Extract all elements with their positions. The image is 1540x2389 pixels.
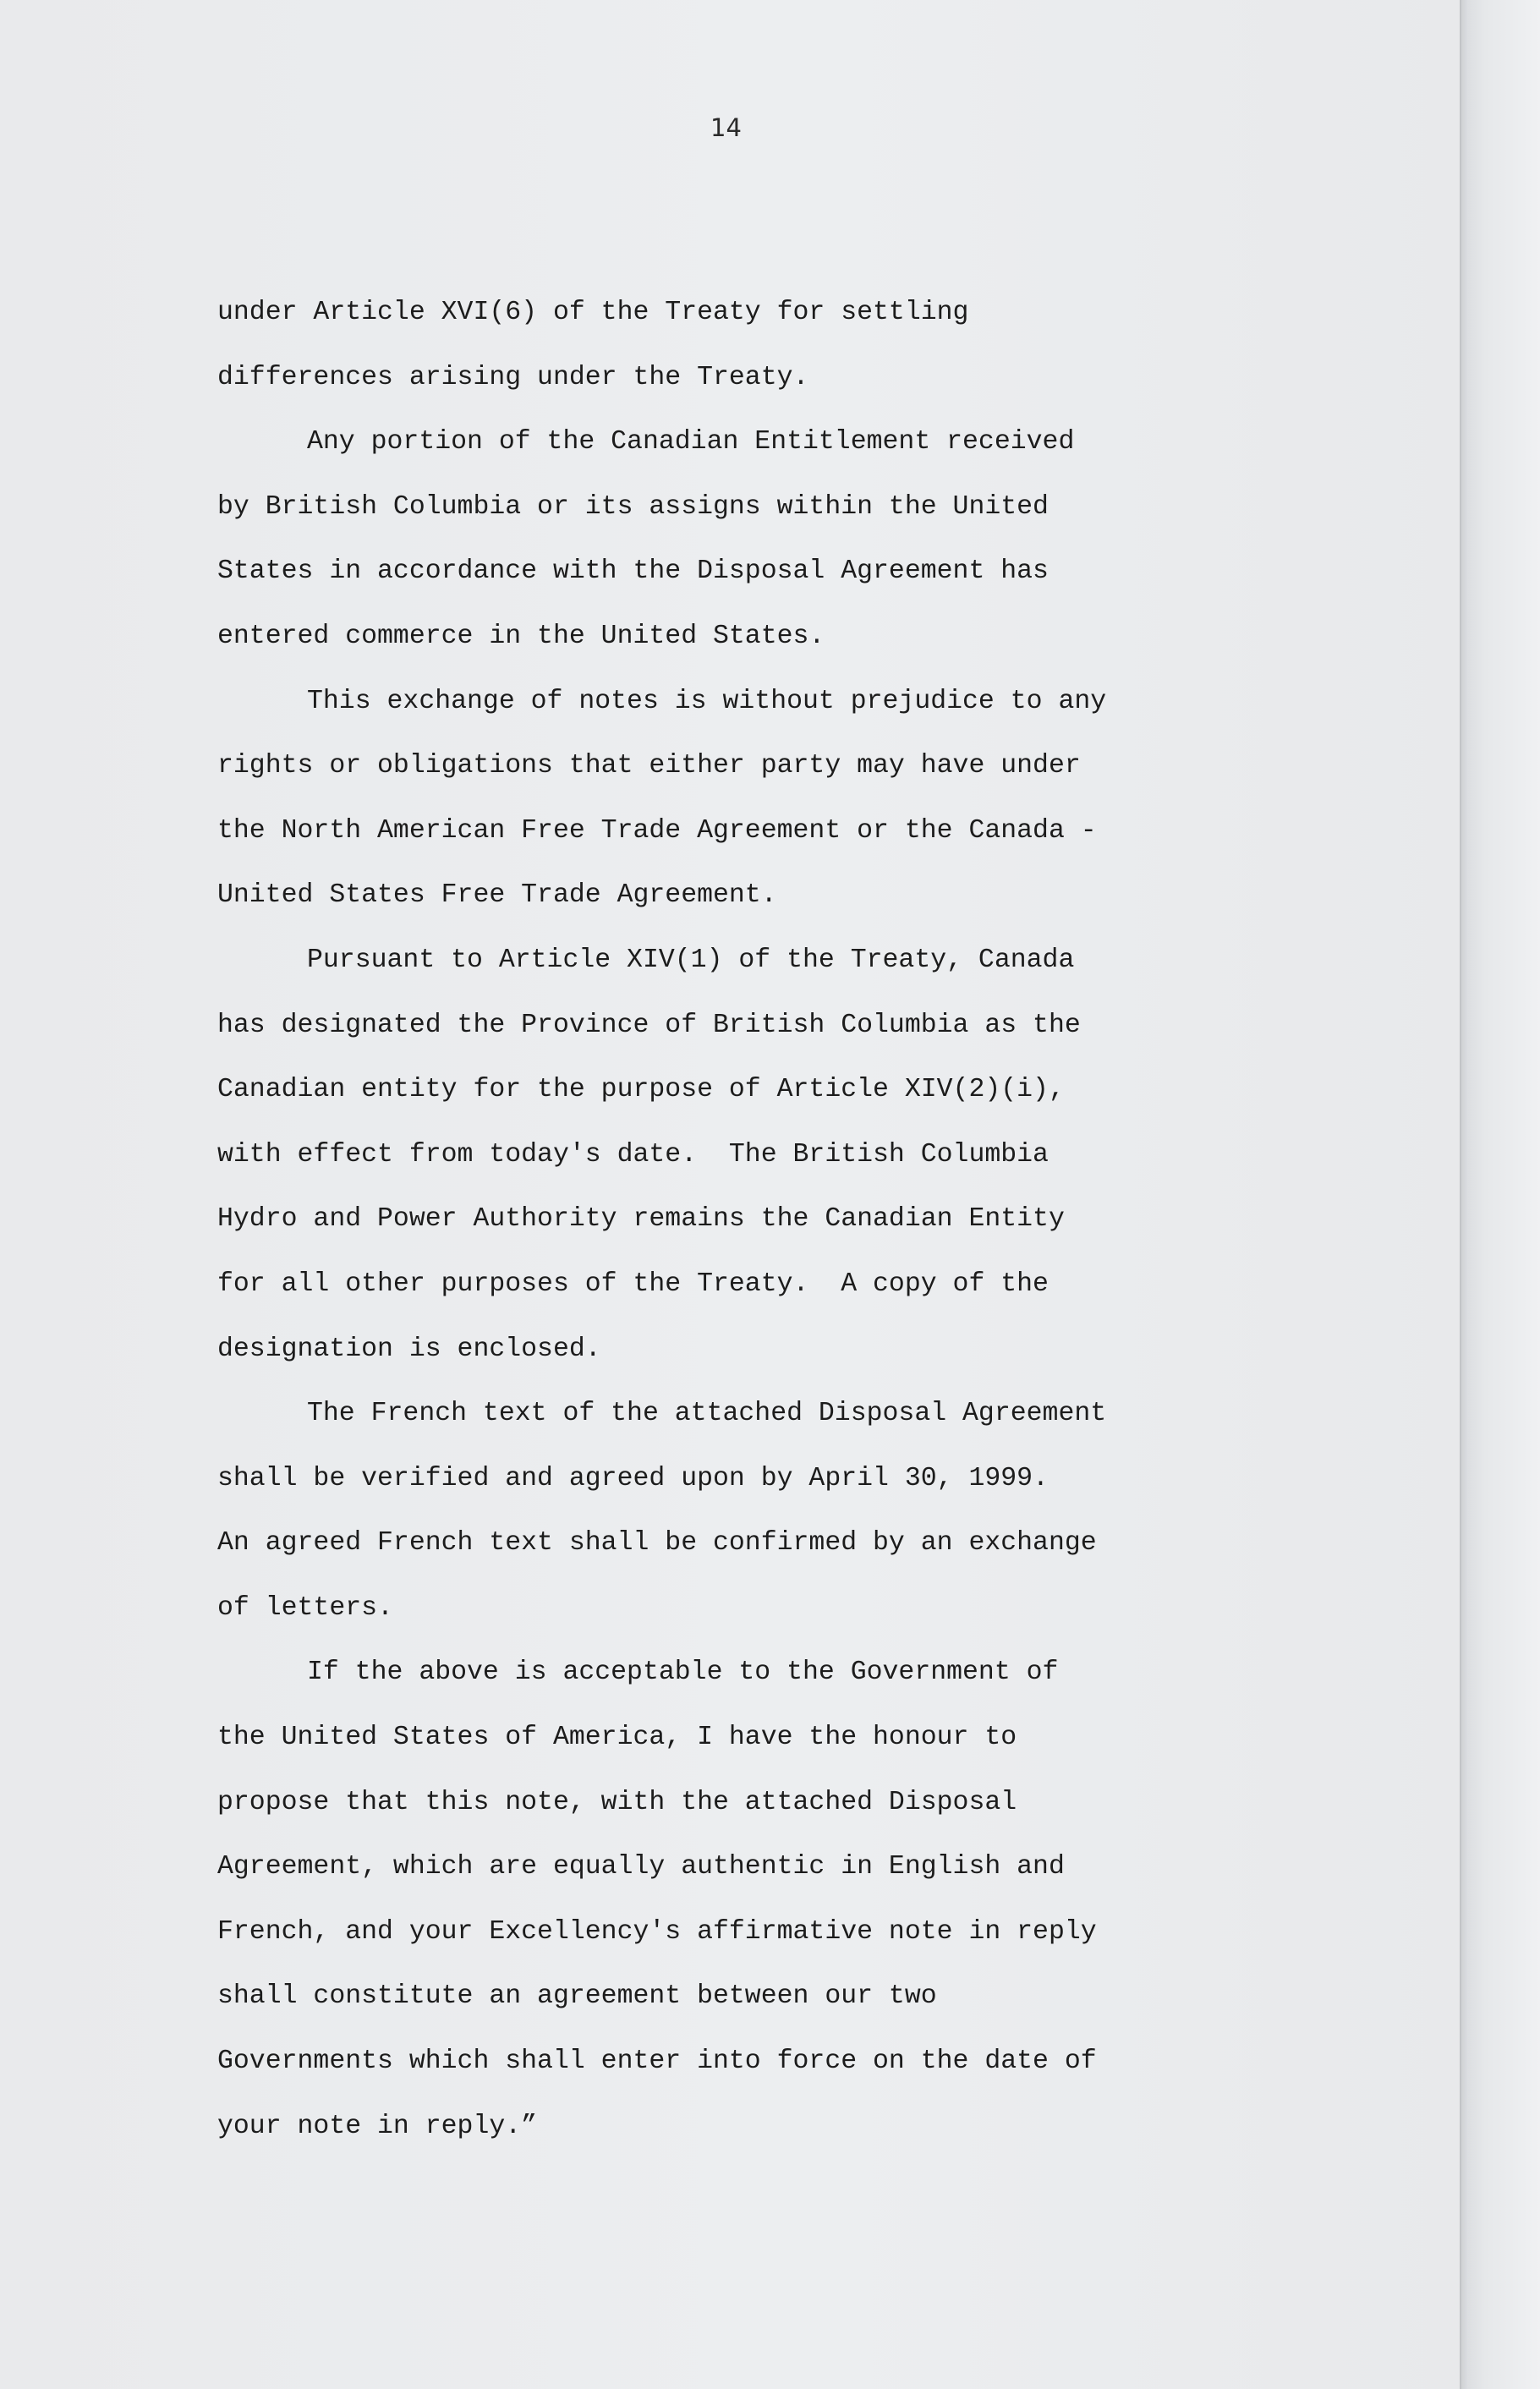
text-line: differences arising under the Treaty.	[217, 362, 809, 392]
text-line: for all other purposes of the Treaty. A copy of the	[217, 1268, 1049, 1299]
text-line: with effect from today's date. The British Columbia	[217, 1139, 1049, 1170]
text-line: shall be verified and agreed upon by April 30, 1999.	[217, 1463, 1049, 1493]
text-line: Canadian entity for the purpose of Article XIV(2)(i),	[217, 1075, 1065, 1105]
text-line: Agreement, which are equally authentic in English and	[217, 1852, 1065, 1882]
text-line: shall constitute an agreement between our two	[217, 1981, 937, 2012]
paragraph-3	[217, 670, 1232, 929]
text-line: An agreed French text shall be confirmed by an exchange	[217, 1528, 1097, 1559]
text-line: Any portion of the Canadian Entitlement received	[307, 427, 1075, 458]
text-line: propose that this note, with the attached Disposal	[217, 1787, 1017, 1817]
text-line: French, and your Excellency's affirmative note in reply	[217, 1916, 1097, 1947]
paragraph-1	[217, 281, 1232, 410]
text-line: Hydro and Power Authority remains the Canadian Entity	[217, 1204, 1065, 1235]
text-line: entered commerce in the United States.	[217, 621, 825, 651]
text-line: under Article XVI(6) of the Treaty for settling	[217, 298, 969, 327]
text-line: rights or obligations that either party may have under	[217, 751, 1081, 781]
body-text	[217, 281, 1232, 2159]
text-line: The French text of the attached Disposal Agreement	[307, 1399, 1107, 1429]
text-line: has designated the Province of British Columbia as the	[217, 1010, 1081, 1040]
page-edge	[1461, 0, 1540, 2389]
paragraph-6	[217, 1641, 1232, 2159]
paragraph-2	[217, 410, 1232, 669]
text-line: your note in reply.”	[217, 2111, 538, 2141]
paragraph-5	[217, 1382, 1232, 1641]
text-line: Pursuant to Article XIV(1) of the Treaty, Canada	[307, 945, 1075, 975]
text-line: States in accordance with the Disposal Agreement has	[217, 556, 1049, 587]
text-line: the North American Free Trade Agreement or the Canada -	[217, 815, 1097, 846]
text-line: This exchange of notes is without prejudice to any	[307, 686, 1107, 716]
text-line: by British Columbia or its assigns within the United	[217, 491, 1049, 522]
page-number: 14	[710, 113, 742, 142]
text-line: the United States of America, I have the honour to	[217, 1723, 1017, 1753]
text-line: United States Free Trade Agreement.	[217, 880, 777, 911]
paragraph-4	[217, 929, 1232, 1382]
text-line: If the above is acceptable to the Government of	[307, 1658, 1059, 1688]
text-line: of letters.	[217, 1592, 393, 1623]
text-line: designation is enclosed.	[217, 1334, 601, 1364]
text-line: Governments which shall enter into force on the date of	[217, 2047, 1097, 2077]
